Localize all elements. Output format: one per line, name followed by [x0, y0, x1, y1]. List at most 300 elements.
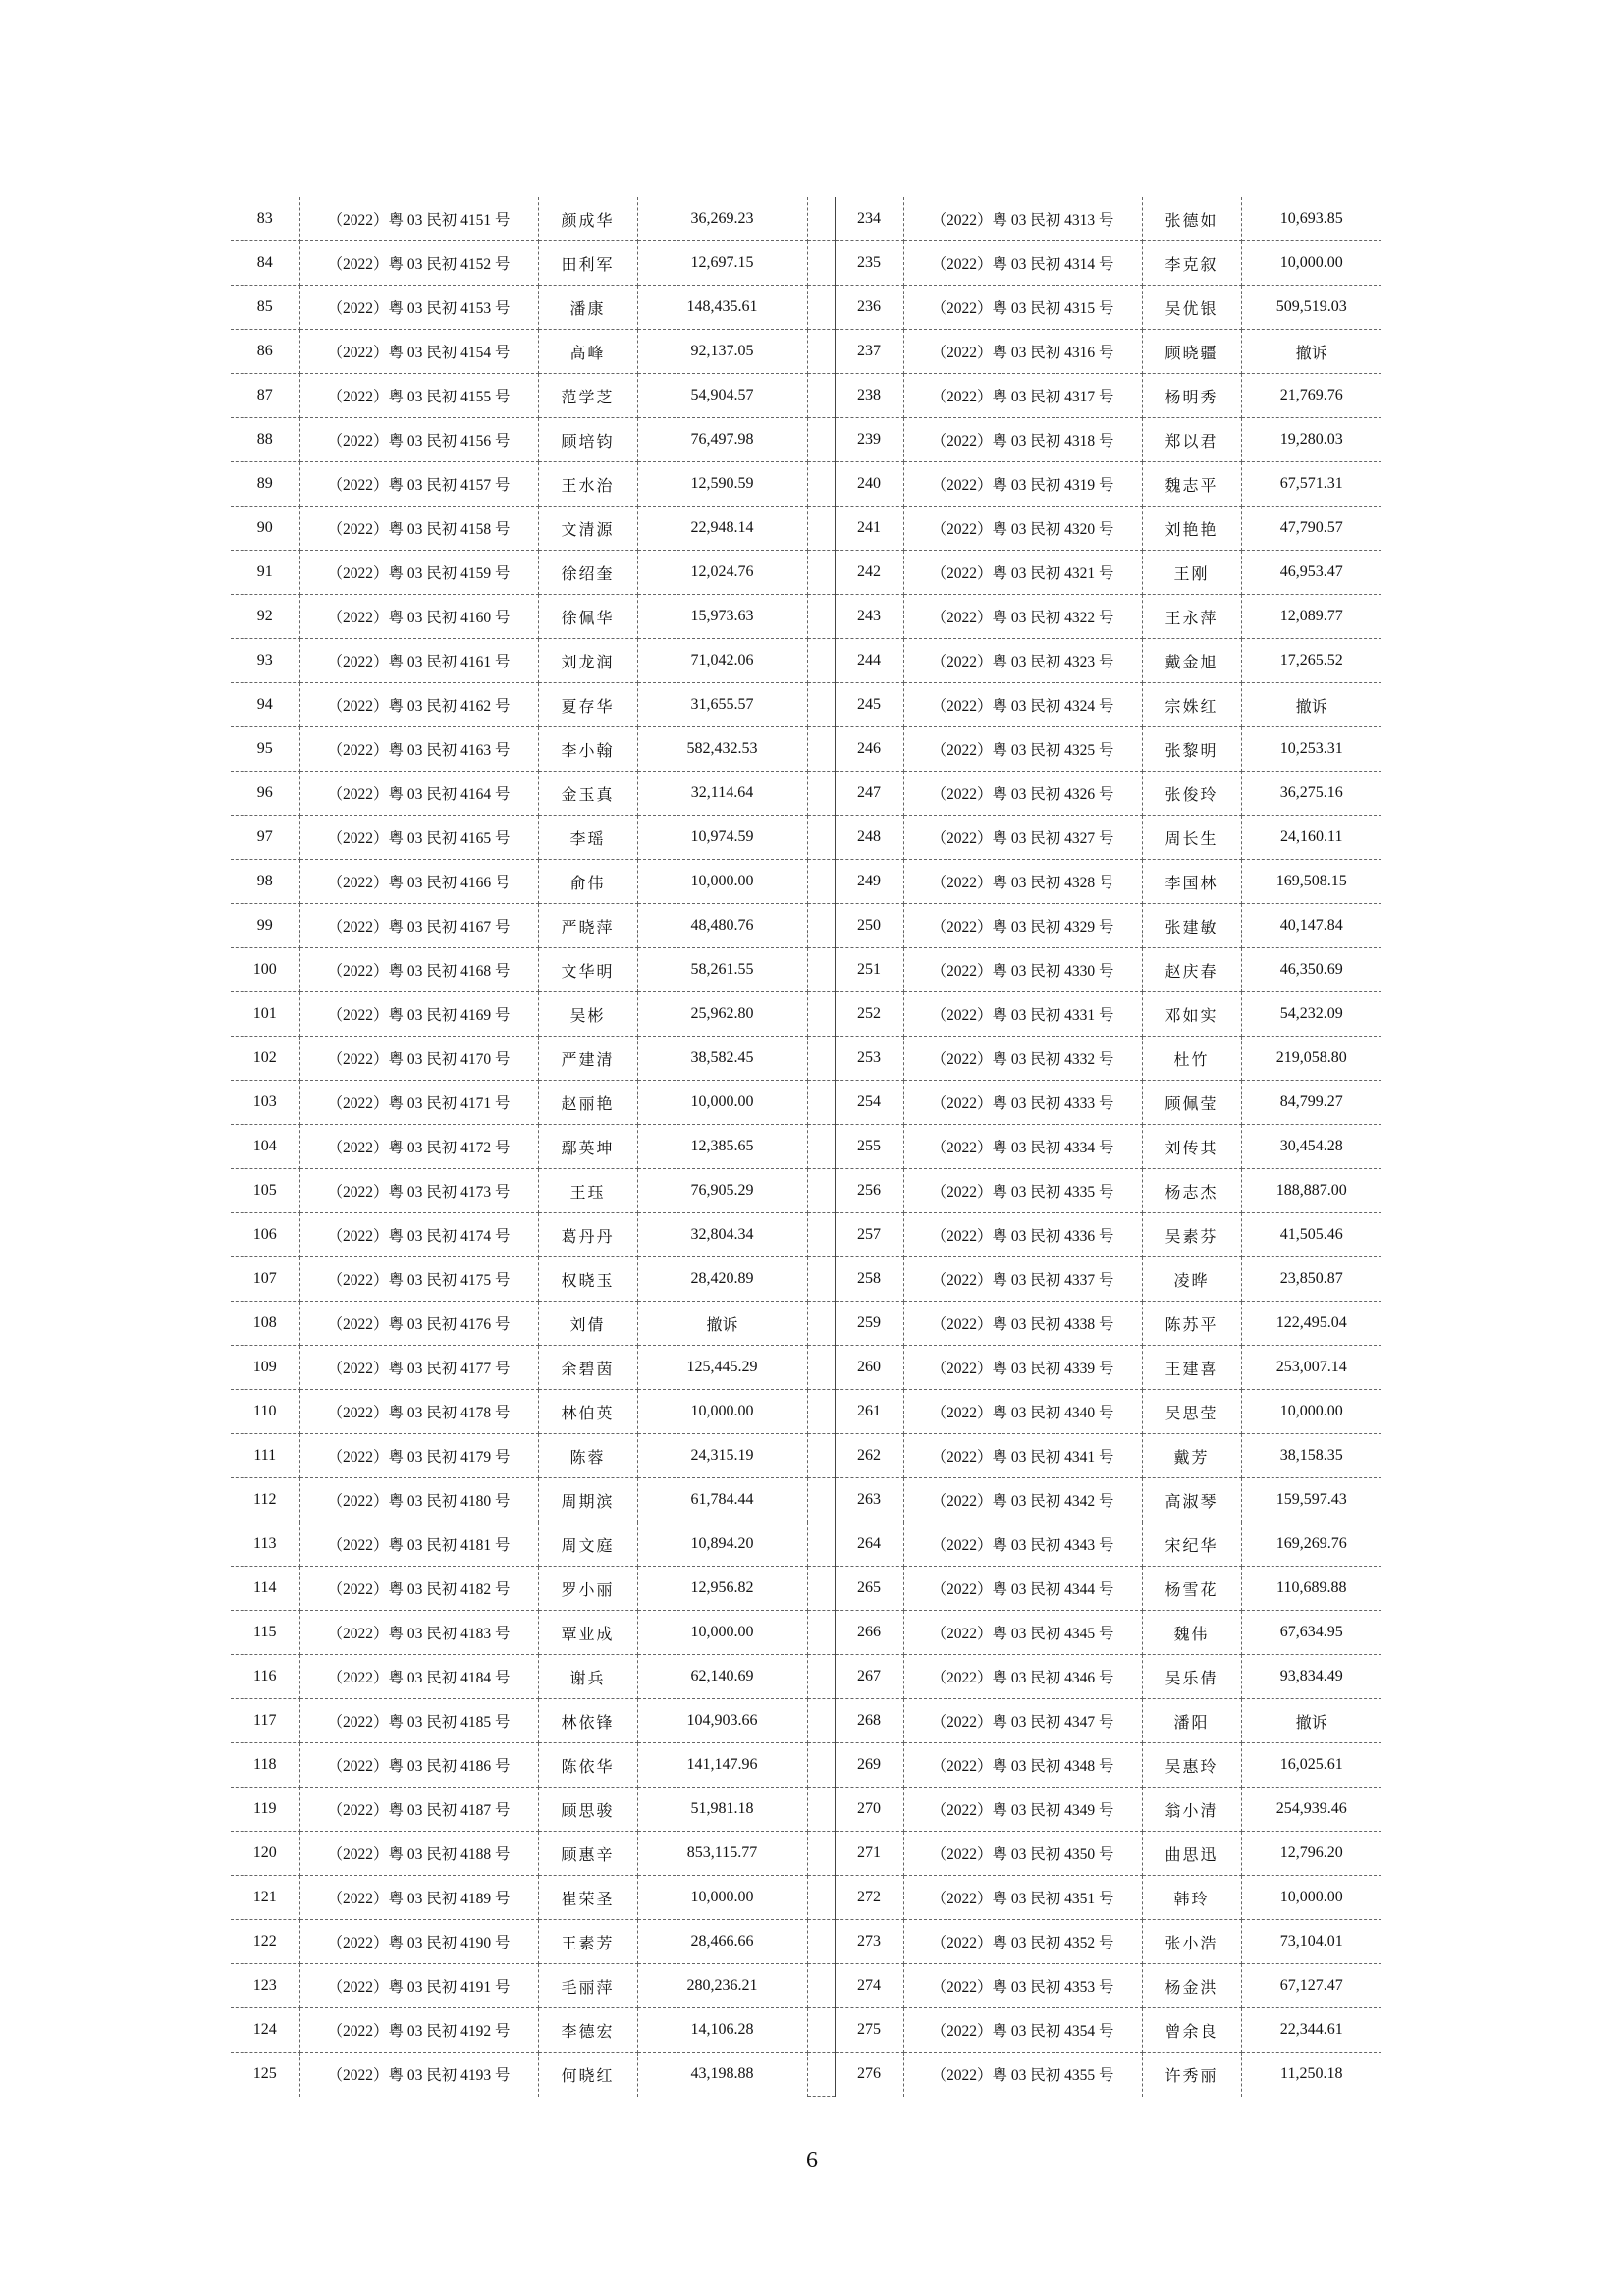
party-name: 赵庆春	[1142, 948, 1241, 992]
party-name: 余碧茵	[538, 1346, 637, 1390]
row-number: 235	[835, 241, 903, 286]
case-number: （2022）粤 03 民初 4340 号	[903, 1390, 1142, 1434]
amount: 67,571.31	[1241, 462, 1381, 507]
column-gap	[807, 418, 835, 462]
case-number: （2022）粤 03 民初 4333 号	[903, 1081, 1142, 1125]
party-name: 刘艳艳	[1142, 507, 1241, 551]
row-number: 261	[835, 1390, 903, 1434]
row-number: 248	[835, 816, 903, 860]
column-gap	[807, 727, 835, 772]
amount: 40,147.84	[1241, 904, 1381, 948]
amount: 46,953.47	[1241, 551, 1381, 595]
case-number: （2022）粤 03 民初 4335 号	[903, 1169, 1142, 1213]
party-name: 曲思迅	[1142, 1832, 1241, 1876]
table-row	[231, 1920, 1381, 1964]
column-gap	[807, 1920, 835, 1964]
party-name: 顾培钧	[538, 418, 637, 462]
amount: 10,000.00	[637, 1390, 807, 1434]
party-name: 俞伟	[538, 860, 637, 904]
party-name: 许秀丽	[1142, 2053, 1241, 2097]
case-number: （2022）粤 03 民初 4344 号	[903, 1567, 1142, 1611]
amount: 28,466.66	[637, 1920, 807, 1964]
case-number: （2022）粤 03 民初 4327 号	[903, 816, 1142, 860]
case-number: （2022）粤 03 民初 4158 号	[299, 507, 538, 551]
table-row	[231, 1390, 1381, 1434]
amount: 188,887.00	[1241, 1169, 1381, 1213]
amount: 169,269.76	[1241, 1522, 1381, 1567]
amount: 10,000.00	[637, 860, 807, 904]
row-number: 252	[835, 992, 903, 1037]
amount: 122,495.04	[1241, 1302, 1381, 1346]
table-row	[231, 639, 1381, 683]
row-number: 256	[835, 1169, 903, 1213]
party-name: 郑以君	[1142, 418, 1241, 462]
row-number: 249	[835, 860, 903, 904]
column-gap	[807, 1346, 835, 1390]
row-number: 103	[231, 1081, 299, 1125]
case-number: （2022）粤 03 民初 4343 号	[903, 1522, 1142, 1567]
amount: 31,655.57	[637, 683, 807, 727]
amount: 撤诉	[1241, 330, 1381, 374]
party-name: 李小翰	[538, 727, 637, 772]
case-number: （2022）粤 03 民初 4151 号	[299, 197, 538, 241]
case-number: （2022）粤 03 民初 4175 号	[299, 1257, 538, 1302]
amount: 10,693.85	[1241, 197, 1381, 241]
table-row	[231, 241, 1381, 286]
row-number: 242	[835, 551, 903, 595]
column-gap	[807, 1169, 835, 1213]
table-row	[231, 1567, 1381, 1611]
column-gap	[807, 197, 835, 241]
table-row	[231, 1434, 1381, 1478]
amount: 32,114.64	[637, 772, 807, 816]
column-gap	[807, 992, 835, 1037]
party-name: 权晓玉	[538, 1257, 637, 1302]
amount: 12,385.65	[637, 1125, 807, 1169]
column-gap	[807, 860, 835, 904]
table-row	[231, 1876, 1381, 1920]
row-number: 102	[231, 1037, 299, 1081]
case-number: （2022）粤 03 民初 4153 号	[299, 286, 538, 330]
case-number: （2022）粤 03 民初 4187 号	[299, 1788, 538, 1832]
table-row	[231, 1081, 1381, 1125]
row-number: 112	[231, 1478, 299, 1522]
party-name: 谢兵	[538, 1655, 637, 1699]
amount: 16,025.61	[1241, 1743, 1381, 1788]
column-gap	[807, 1037, 835, 1081]
amount: 509,519.03	[1241, 286, 1381, 330]
row-number: 98	[231, 860, 299, 904]
party-name: 李国林	[1142, 860, 1241, 904]
table-row	[231, 330, 1381, 374]
party-name: 范学芝	[538, 374, 637, 418]
amount: 41,505.46	[1241, 1213, 1381, 1257]
table-row	[231, 1611, 1381, 1655]
page-number: 6	[806, 2148, 818, 2173]
case-number: （2022）粤 03 民初 4342 号	[903, 1478, 1142, 1522]
column-gap	[807, 1567, 835, 1611]
row-number: 268	[835, 1699, 903, 1743]
row-number: 119	[231, 1788, 299, 1832]
table-row	[231, 992, 1381, 1037]
party-name: 宋纪华	[1142, 1522, 1241, 1567]
case-number: （2022）粤 03 民初 4341 号	[903, 1434, 1142, 1478]
row-number: 243	[835, 595, 903, 639]
case-number: （2022）粤 03 民初 4329 号	[903, 904, 1142, 948]
amount: 12,024.76	[637, 551, 807, 595]
amount: 10,000.00	[1241, 1390, 1381, 1434]
table-row	[231, 1832, 1381, 1876]
amount: 43,198.88	[637, 2053, 807, 2097]
row-number: 272	[835, 1876, 903, 1920]
amount: 141,147.96	[637, 1743, 807, 1788]
row-number: 92	[231, 595, 299, 639]
amount: 14,106.28	[637, 2008, 807, 2053]
amount: 17,265.52	[1241, 639, 1381, 683]
table-row	[231, 816, 1381, 860]
party-name: 严建清	[538, 1037, 637, 1081]
row-number: 241	[835, 507, 903, 551]
party-name: 杨志杰	[1142, 1169, 1241, 1213]
party-name: 王素芳	[538, 1920, 637, 1964]
party-name: 周长生	[1142, 816, 1241, 860]
amount: 撤诉	[1241, 683, 1381, 727]
row-number: 264	[835, 1522, 903, 1567]
party-name: 魏伟	[1142, 1611, 1241, 1655]
amount: 38,158.35	[1241, 1434, 1381, 1478]
case-number: （2022）粤 03 民初 4193 号	[299, 2053, 538, 2097]
case-number: （2022）粤 03 民初 4162 号	[299, 683, 538, 727]
amount: 10,000.00	[1241, 241, 1381, 286]
row-number: 84	[231, 241, 299, 286]
table-row	[231, 1037, 1381, 1081]
row-number: 267	[835, 1655, 903, 1699]
party-name: 顾晓疆	[1142, 330, 1241, 374]
party-name: 杜竹	[1142, 1037, 1241, 1081]
case-number: （2022）粤 03 民初 4188 号	[299, 1832, 538, 1876]
row-number: 91	[231, 551, 299, 595]
amount: 24,160.11	[1241, 816, 1381, 860]
amount: 582,432.53	[637, 727, 807, 772]
case-number: （2022）粤 03 民初 4154 号	[299, 330, 538, 374]
row-number: 97	[231, 816, 299, 860]
column-gap	[807, 683, 835, 727]
amount: 28,420.89	[637, 1257, 807, 1302]
table-row	[231, 462, 1381, 507]
table-row	[231, 772, 1381, 816]
amount: 104,903.66	[637, 1699, 807, 1743]
table-row	[231, 286, 1381, 330]
amount: 67,127.47	[1241, 1964, 1381, 2008]
party-name: 毛丽萍	[538, 1964, 637, 2008]
case-number: （2022）粤 03 民初 4180 号	[299, 1478, 538, 1522]
column-gap	[807, 2053, 835, 2097]
column-gap	[807, 1699, 835, 1743]
column-gap	[807, 1257, 835, 1302]
row-number: 270	[835, 1788, 903, 1832]
row-number: 234	[835, 197, 903, 241]
amount: 撤诉	[637, 1302, 807, 1346]
amount: 25,962.80	[637, 992, 807, 1037]
table-row	[231, 1522, 1381, 1567]
party-name: 宗姝红	[1142, 683, 1241, 727]
amount: 169,508.15	[1241, 860, 1381, 904]
amount: 92,137.05	[637, 330, 807, 374]
party-name: 李克叙	[1142, 241, 1241, 286]
row-number: 121	[231, 1876, 299, 1920]
row-number: 87	[231, 374, 299, 418]
amount: 48,480.76	[637, 904, 807, 948]
column-gap	[807, 1302, 835, 1346]
party-name: 潘阳	[1142, 1699, 1241, 1743]
row-number: 101	[231, 992, 299, 1037]
table-row	[231, 595, 1381, 639]
amount: 12,796.20	[1241, 1832, 1381, 1876]
case-number: （2022）粤 03 民初 4168 号	[299, 948, 538, 992]
party-name: 魏志平	[1142, 462, 1241, 507]
case-number: （2022）粤 03 民初 4354 号	[903, 2008, 1142, 2053]
case-number: （2022）粤 03 民初 4179 号	[299, 1434, 538, 1478]
row-number: 265	[835, 1567, 903, 1611]
party-name: 吴乐倩	[1142, 1655, 1241, 1699]
case-number: （2022）粤 03 民初 4161 号	[299, 639, 538, 683]
column-gap	[807, 507, 835, 551]
amount: 47,790.57	[1241, 507, 1381, 551]
row-number: 239	[835, 418, 903, 462]
case-number: （2022）粤 03 民初 4319 号	[903, 462, 1142, 507]
amount: 38,582.45	[637, 1037, 807, 1081]
case-number: （2022）粤 03 民初 4323 号	[903, 639, 1142, 683]
party-name: 葛丹丹	[538, 1213, 637, 1257]
case-number: （2022）粤 03 民初 4186 号	[299, 1743, 538, 1788]
case-number: （2022）粤 03 民初 4314 号	[903, 241, 1142, 286]
row-number: 117	[231, 1699, 299, 1743]
case-number: （2022）粤 03 民初 4324 号	[903, 683, 1142, 727]
row-number: 105	[231, 1169, 299, 1213]
party-name: 戴芳	[1142, 1434, 1241, 1478]
row-number: 251	[835, 948, 903, 992]
column-gap	[807, 1611, 835, 1655]
table-row	[231, 1655, 1381, 1699]
amount: 12,956.82	[637, 1567, 807, 1611]
amount: 84,799.27	[1241, 1081, 1381, 1125]
party-name: 林伯英	[538, 1390, 637, 1434]
case-number: （2022）粤 03 民初 4334 号	[903, 1125, 1142, 1169]
case-number: （2022）粤 03 民初 4350 号	[903, 1832, 1142, 1876]
party-name: 崔荣圣	[538, 1876, 637, 1920]
row-number: 113	[231, 1522, 299, 1567]
case-number: （2022）粤 03 民初 4169 号	[299, 992, 538, 1037]
column-gap	[807, 948, 835, 992]
case-number: （2022）粤 03 民初 4331 号	[903, 992, 1142, 1037]
case-number: （2022）粤 03 民初 4178 号	[299, 1390, 538, 1434]
row-number: 120	[231, 1832, 299, 1876]
case-number: （2022）粤 03 民初 4160 号	[299, 595, 538, 639]
row-number: 240	[835, 462, 903, 507]
amount: 36,269.23	[637, 197, 807, 241]
party-name: 刘传其	[1142, 1125, 1241, 1169]
party-name: 戴金旭	[1142, 639, 1241, 683]
table-row	[231, 374, 1381, 418]
case-number: （2022）粤 03 民初 4326 号	[903, 772, 1142, 816]
table-row	[231, 551, 1381, 595]
table-row	[231, 1788, 1381, 1832]
party-name: 张建敏	[1142, 904, 1241, 948]
party-name: 严晓萍	[538, 904, 637, 948]
row-number: 94	[231, 683, 299, 727]
party-name: 顾惠辛	[538, 1832, 637, 1876]
party-name: 何晓红	[538, 2053, 637, 2097]
row-number: 260	[835, 1346, 903, 1390]
party-name: 金玉真	[538, 772, 637, 816]
case-number: （2022）粤 03 民初 4184 号	[299, 1655, 538, 1699]
amount: 67,634.95	[1241, 1611, 1381, 1655]
party-name: 王永萍	[1142, 595, 1241, 639]
row-number: 250	[835, 904, 903, 948]
amount: 10,894.20	[637, 1522, 807, 1567]
party-name: 徐佩华	[538, 595, 637, 639]
party-name: 吴优银	[1142, 286, 1241, 330]
table-row	[231, 1346, 1381, 1390]
table-row	[231, 1213, 1381, 1257]
column-gap	[807, 1081, 835, 1125]
row-number: 269	[835, 1743, 903, 1788]
column-gap	[807, 1478, 835, 1522]
column-gap	[807, 286, 835, 330]
table-row	[231, 197, 1381, 241]
column-gap	[807, 772, 835, 816]
case-number: （2022）粤 03 民初 4332 号	[903, 1037, 1142, 1081]
party-name: 顾思骏	[538, 1788, 637, 1832]
case-number: （2022）粤 03 民初 4352 号	[903, 1920, 1142, 1964]
column-gap	[807, 1125, 835, 1169]
party-name: 吴惠玲	[1142, 1743, 1241, 1788]
case-number: （2022）粤 03 民初 4338 号	[903, 1302, 1142, 1346]
row-number: 85	[231, 286, 299, 330]
row-number: 123	[231, 1964, 299, 2008]
column-gap	[807, 462, 835, 507]
amount: 125,445.29	[637, 1346, 807, 1390]
case-number: （2022）粤 03 民初 4345 号	[903, 1611, 1142, 1655]
party-name: 吴素芬	[1142, 1213, 1241, 1257]
party-name: 杨明秀	[1142, 374, 1241, 418]
table-row	[231, 418, 1381, 462]
party-name: 杨雪花	[1142, 1567, 1241, 1611]
party-name: 曾余良	[1142, 2008, 1241, 2053]
row-number: 238	[835, 374, 903, 418]
column-gap	[807, 1390, 835, 1434]
party-name: 文清源	[538, 507, 637, 551]
column-gap	[807, 1743, 835, 1788]
amount: 22,344.61	[1241, 2008, 1381, 2053]
amount: 30,454.28	[1241, 1125, 1381, 1169]
amount: 撤诉	[1241, 1699, 1381, 1743]
row-number: 100	[231, 948, 299, 992]
case-number: （2022）粤 03 民初 4321 号	[903, 551, 1142, 595]
row-number: 262	[835, 1434, 903, 1478]
party-name: 田利军	[538, 241, 637, 286]
row-number: 246	[835, 727, 903, 772]
table-row	[231, 683, 1381, 727]
case-number: （2022）粤 03 民初 4318 号	[903, 418, 1142, 462]
amount: 51,981.18	[637, 1788, 807, 1832]
column-gap	[807, 816, 835, 860]
case-number: （2022）粤 03 民初 4346 号	[903, 1655, 1142, 1699]
column-gap	[807, 904, 835, 948]
amount: 58,261.55	[637, 948, 807, 992]
column-gap	[807, 1434, 835, 1478]
amount: 159,597.43	[1241, 1478, 1381, 1522]
table-row	[231, 1125, 1381, 1169]
case-number: （2022）粤 03 民初 4349 号	[903, 1788, 1142, 1832]
row-number: 116	[231, 1655, 299, 1699]
amount: 10,000.00	[637, 1081, 807, 1125]
row-number: 86	[231, 330, 299, 374]
party-name: 翁小清	[1142, 1788, 1241, 1832]
case-number: （2022）粤 03 民初 4190 号	[299, 1920, 538, 1964]
table-row	[231, 1169, 1381, 1213]
party-name: 杨金洪	[1142, 1964, 1241, 2008]
party-name: 潘康	[538, 286, 637, 330]
table-row	[231, 1743, 1381, 1788]
case-number: （2022）粤 03 民初 4347 号	[903, 1699, 1142, 1743]
row-number: 108	[231, 1302, 299, 1346]
amount: 219,058.80	[1241, 1037, 1381, 1081]
party-name: 刘龙润	[538, 639, 637, 683]
column-gap	[807, 374, 835, 418]
row-number: 258	[835, 1257, 903, 1302]
party-name: 张小浩	[1142, 1920, 1241, 1964]
case-number: （2022）粤 03 民初 4166 号	[299, 860, 538, 904]
table-row	[231, 2053, 1381, 2097]
case-number: （2022）粤 03 民初 4348 号	[903, 1743, 1142, 1788]
amount: 15,973.63	[637, 595, 807, 639]
case-number: （2022）粤 03 民初 4177 号	[299, 1346, 538, 1390]
column-gap	[807, 1655, 835, 1699]
row-number: 96	[231, 772, 299, 816]
amount: 73,104.01	[1241, 1920, 1381, 1964]
case-number: （2022）粤 03 民初 4152 号	[299, 241, 538, 286]
party-name: 夏存华	[538, 683, 637, 727]
row-number: 253	[835, 1037, 903, 1081]
row-number: 104	[231, 1125, 299, 1169]
case-number: （2022）粤 03 民初 4315 号	[903, 286, 1142, 330]
amount: 62,140.69	[637, 1655, 807, 1699]
row-number: 90	[231, 507, 299, 551]
party-name: 韩玲	[1142, 1876, 1241, 1920]
party-name: 赵丽艳	[538, 1081, 637, 1125]
table-row	[231, 1257, 1381, 1302]
case-number: （2022）粤 03 民初 4320 号	[903, 507, 1142, 551]
table-row	[231, 507, 1381, 551]
amount: 12,590.59	[637, 462, 807, 507]
table-row	[231, 1478, 1381, 1522]
case-number: （2022）粤 03 民初 4192 号	[299, 2008, 538, 2053]
table-row	[231, 1699, 1381, 1743]
case-number: （2022）粤 03 民初 4174 号	[299, 1213, 538, 1257]
row-number: 110	[231, 1390, 299, 1434]
amount: 11,250.18	[1280, 2065, 1343, 2083]
amount: 148,435.61	[637, 286, 807, 330]
case-number: （2022）粤 03 民初 4164 号	[299, 772, 538, 816]
amount: 71,042.06	[637, 639, 807, 683]
case-number: （2022）粤 03 民初 4172 号	[299, 1125, 538, 1169]
row-number: 254	[835, 1081, 903, 1125]
party-name: 吴思莹	[1142, 1390, 1241, 1434]
party-name: 顾佩莹	[1142, 1081, 1241, 1125]
case-number: （2022）粤 03 民初 4336 号	[903, 1213, 1142, 1257]
case-number: （2022）粤 03 民初 4322 号	[903, 595, 1142, 639]
